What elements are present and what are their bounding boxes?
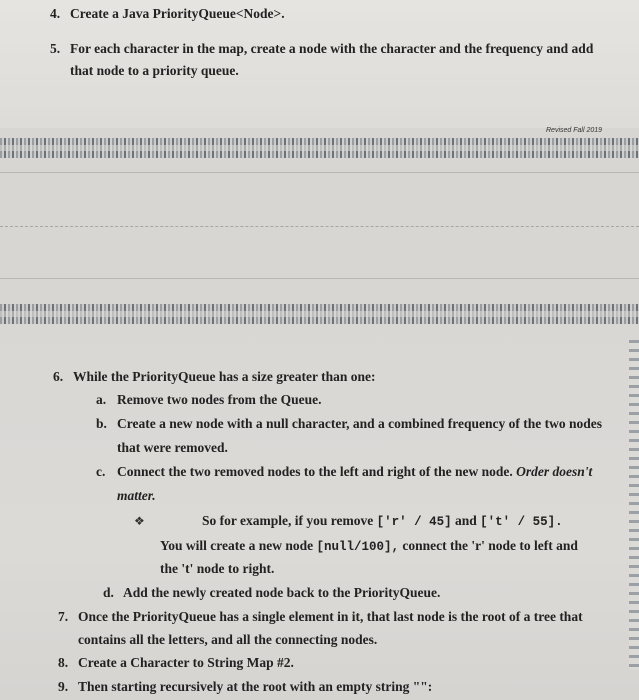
divider: [0, 278, 639, 279]
emphasis-text: Order doesn't: [516, 464, 593, 479]
example-intro: So for example, if you remove: [202, 513, 374, 528]
divider: [0, 172, 639, 173]
side-binding: [629, 340, 639, 670]
example-part: connect the 'r' node to left and: [402, 538, 578, 553]
spiral-binding-bottom: [0, 304, 639, 324]
item-number: 5.: [50, 41, 61, 56]
subitem-text: Create a new node with a null character, and a combined frequency of the two nodes: [117, 416, 602, 431]
code-snippet: ['r' / 45]: [376, 515, 452, 529]
dashed-divider: [0, 226, 639, 227]
item-number: 7.: [58, 609, 69, 624]
example-text: the 't' node to right.: [160, 561, 275, 576]
item-text: Then starting recursively at the root with an empty string "":: [78, 679, 433, 694]
example-part: You will create a new node: [160, 538, 314, 553]
subitem-letter: b.: [96, 416, 107, 431]
subitem-text: that were removed.: [117, 440, 228, 455]
example-and: and: [455, 513, 477, 528]
item-text: that node to a priority queue.: [70, 63, 239, 78]
item-text: Create a Java PriorityQueue<Node>.: [70, 6, 285, 21]
item-text: Create a Character to String Map #2.: [78, 655, 294, 670]
subitem-letter: d.: [103, 585, 114, 600]
item-text: For each character in the map, create a node with the character and the frequency and add: [70, 41, 594, 56]
subitem-text: matter.: [117, 488, 156, 503]
item-text: While the PriorityQueue has a size greater than one:: [73, 369, 376, 384]
subitem-text-part: Connect the two removed nodes to the left and right of the new node.: [117, 464, 513, 479]
diamond-bullet-icon: ❖: [134, 514, 145, 528]
item-text: contains all the letters, and all the connecting nodes.: [78, 632, 378, 647]
item-number: 8.: [58, 655, 69, 670]
item-text: Once the PriorityQueue has a single element in it, that last node is the root of a tree that: [78, 609, 583, 624]
subitem-text: Remove two nodes from the Queue.: [117, 392, 322, 407]
spiral-binding-top: [0, 138, 639, 158]
subitem-letter: c.: [96, 464, 106, 479]
item-number: 6.: [53, 369, 64, 384]
subitem-letter: a.: [96, 392, 107, 407]
subitem-text: [117, 464, 592, 480]
example-text: [160, 538, 578, 555]
subitem-text: Add the newly created node back to the PriorityQueue.: [123, 585, 441, 600]
item-number: 4.: [50, 6, 61, 21]
code-snippet: ['t' / 55].: [480, 515, 563, 529]
revised-note: Revised Fall 2019: [546, 127, 603, 134]
item-number: 9.: [58, 679, 69, 694]
example-text: [202, 513, 563, 530]
code-snippet: [null/100],: [316, 540, 400, 554]
